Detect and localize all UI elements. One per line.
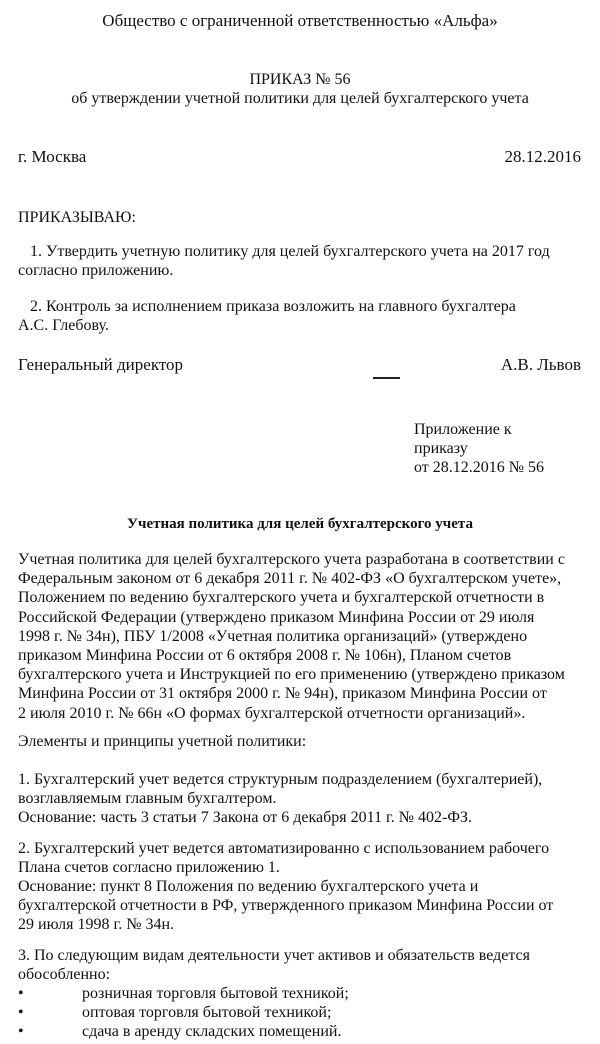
city: г. Москва (18, 147, 87, 166)
bullet-icon: • (18, 985, 24, 1002)
policy-intro-line: 1998 г. № 34н), ПБУ 1/2008 «Учетная политика организаций» (утверждено (18, 627, 528, 645)
bullet-text: оптовая торговля бытовой техникой; (82, 1004, 332, 1021)
policy-intro-line: Положением по ведению бухгалтерского учета и бухгалтерской отчетности в (18, 589, 545, 607)
policy-intro-line: Российской Федерации (утверждено приказом Минфина России от 29 июля (18, 608, 535, 626)
policy-section-2 (18, 839, 588, 934)
order-item-1 (18, 242, 588, 280)
policy-section-3 (18, 946, 588, 984)
order-item-2-line: А.С. Глебову. (18, 317, 109, 334)
order-title: ПРИКАЗ № 56 (249, 71, 351, 88)
policy-section-line: 2. Бухгалтерский учет ведется автоматизированно с использованием рабочего (18, 840, 550, 857)
bullet-icon: • (18, 1004, 24, 1021)
policy-intro-line: бухгалтерского учета и Инструкцией по его применению (утверждено приказом (18, 666, 565, 684)
bullet-item (18, 1003, 331, 1022)
order-subtitle: об утверждении учетной политики для целей бухгалтерского учета (71, 90, 529, 107)
order-command: ПРИКАЗЫВАЮ: (18, 209, 136, 226)
order-date: 28.12.2016 (504, 147, 581, 166)
signature-line (373, 377, 400, 379)
signer-title: Генеральный директор (18, 355, 184, 374)
signer-name: А.В. Львов (500, 355, 581, 374)
policy-section-line: Основание: часть 3 статьи 7 Закона от 6 декабря 2011 г. № 402-ФЗ. (18, 809, 473, 826)
policy-intro-line: Учетная политика для целей бухгалтерского учета разработана в соответствии с (18, 551, 565, 568)
policy-intro-line: приказом Минфина России от 6 октября 2008 г. № 106н), Планом счетов (18, 647, 512, 665)
policy-section-line: обособленно: (18, 966, 111, 983)
policy-intro-line: 2 июля 2010 г. № 66н «О формах бухгалтерской отчетности организаций». (18, 704, 526, 722)
policy-section-line: 1. Бухгалтерский учет ведется структурным подразделением (бухгалтерией), (18, 771, 543, 788)
policy-section-1 (18, 770, 588, 827)
appendix-reference-line: от 28.12.2016 № 56 (414, 459, 545, 476)
policy-intro-line: Минфина России от 31 октября 2000 г. № 94н), приказом Минфина России от (18, 685, 547, 703)
policy-title: Учетная политика для целей бухгалтерского учета (127, 516, 473, 532)
policy-section-line: 3. По следующим видам деятельности учет активов и обязательств ведется (18, 947, 531, 964)
order-item-1-line: согласно приложению. (18, 262, 174, 279)
appendix-reference-line: Приложение к (414, 421, 512, 438)
elements-heading: Элементы и принципы учетной политики: (18, 733, 307, 750)
policy-section-line: возглавляемым главным бухгалтером. (18, 790, 277, 807)
appendix-reference-line: приказу (414, 440, 468, 457)
bullet-icon: • (18, 1023, 24, 1040)
policy-intro-line: Федеральным законом от 6 декабря 2011 г. № 402-ФЗ «О бухгалтерском учете», (18, 570, 562, 588)
policy-section-line: бухгалтерской отчетности в РФ, утвержденного приказом Минфина России от (18, 897, 554, 914)
policy-intro (18, 550, 588, 723)
bullet-item (18, 1022, 341, 1041)
order-item-1-line: 1. Утвердить учетную политику для целей бухгалтерского учета на 2017 год (18, 243, 550, 260)
policy-section-line: Плана счетов согласно приложению 1. (18, 859, 280, 876)
appendix-reference (414, 420, 544, 477)
order-item-2 (18, 297, 588, 335)
bullet-text: розничная торговля бытовой техникой; (82, 985, 349, 1002)
bullet-item (18, 984, 349, 1003)
policy-section-line: Основание: пункт 8 Положения по ведению бухгалтерского учета и (18, 878, 479, 895)
bullet-text: сдача в аренду складских помещений. (82, 1023, 342, 1040)
policy-section-line: 29 июля 1998 г. № 34н. (18, 916, 175, 933)
order-item-2-line: 2. Контроль за исполнением приказа возложить на главного бухгалтера (18, 298, 516, 315)
company-name: Общество с ограниченной ответственностью «Альфа» (102, 11, 498, 30)
